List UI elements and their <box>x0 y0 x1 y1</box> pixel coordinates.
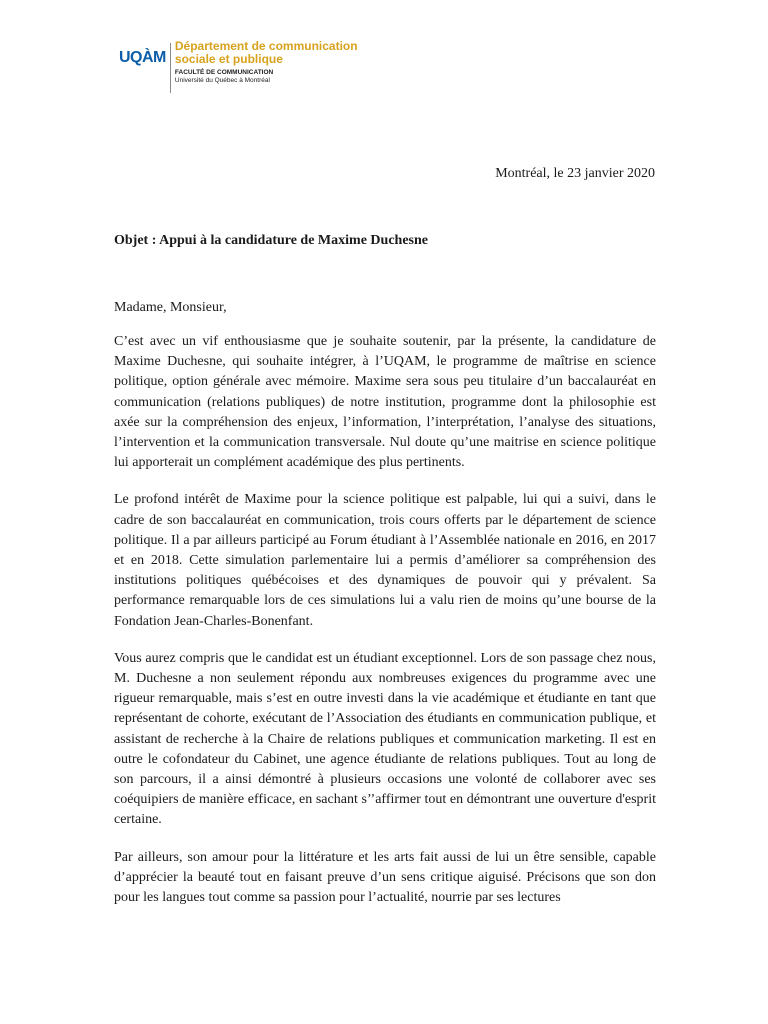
department-name-line2: sociale et publique <box>174 52 283 66</box>
uqam-logo: UQÀM <box>119 49 166 66</box>
letterhead-text <box>175 40 358 85</box>
logo-divider <box>170 43 171 93</box>
letter-salutation: Madame, Monsieur, <box>114 300 227 315</box>
letterhead <box>119 40 358 93</box>
faculty-name: FACULTÉ DE COMMUNICATION <box>174 69 274 76</box>
letter-body <box>114 332 656 925</box>
letter-date: Montréal, le 23 janvier 2020 <box>495 166 655 181</box>
paragraph: Par ailleurs, son amour pour la littérature et les arts fait aussi de lui un être sensible, capable d’apprécier la beauté tout en faisant preuve d’un sens critique aiguisé. Précisons que son don pour les langues tout comme sa passion pour l’actualité, nourrie par ses lectures <box>114 849 656 906</box>
paragraph: Vous aurez compris que le candidat est un étudiant exceptionnel. Lors de son passage chez nous, M. Duchesne a non seulement répondu aux nombreuses exigences du programme avec une rigueur remarquable, mais s’est en outre investi dans la vie académique et étudiante en tant que représentant de cohorte, exécutant de l’Association des étudiants en communication publique, et assistant de recherche à la Chaire de relations publiques et communication marketing. Il est en outre le cofondateur du Cabinet, une agence étudiante de relations publiques. Tout au long de son parcours, il a ainsi démontré à plusieurs occasions une volonté de collaborer avec ses coéquipiers de manière efficace, en sachant s’’affirmer tout en démontrant une ouverture d'esprit certaine. <box>114 650 656 828</box>
university-name: Université du Québec à Montréal <box>174 77 270 84</box>
paragraph: C’est avec un vif enthousiasme que je souhaite soutenir, par la présente, la candidature de Maxime Duchesne, qui souhaite intégrer, à l’UQAM, le programme de maîtrise en science politique, option générale avec mémoire. Maxime sera sous peu titulaire d’un baccalauréat en communication (relations publiques) de notre institution, programme dont la philosophie est axée sur la compréhension des enjeux, l’information, l’interprétation, l’analyse des situations, l’intervention et la communication transversale. Nul doute qu’une maitrise en science politique lui apporterait un complément académique des plus pertinents. <box>114 334 656 471</box>
letter-subject: Objet : Appui à la candidature de Maxime Duchesne <box>114 233 428 248</box>
paragraph: Le profond intérêt de Maxime pour la science politique est palpable, lui qui a suivi, dans le cadre de son baccalauréat en communication, trois cours offerts par le département de science politique. Il a par ailleurs participé au Forum étudiant à l’Assemblée nationale en 2016, en 2017 et en 2018. Cette simulation parlementaire lui a permis d’améliorer sa compréhension des institutions politiques québécoises et des dynamiques de pouvoir qui y prévalent. Sa performance remarquable lors de ces simulations lui a valu rien de moins qu’une bourse de la Fondation Jean-Charles-Bonenfant. <box>114 492 656 629</box>
department-name-line1: Département de communication <box>174 39 358 53</box>
